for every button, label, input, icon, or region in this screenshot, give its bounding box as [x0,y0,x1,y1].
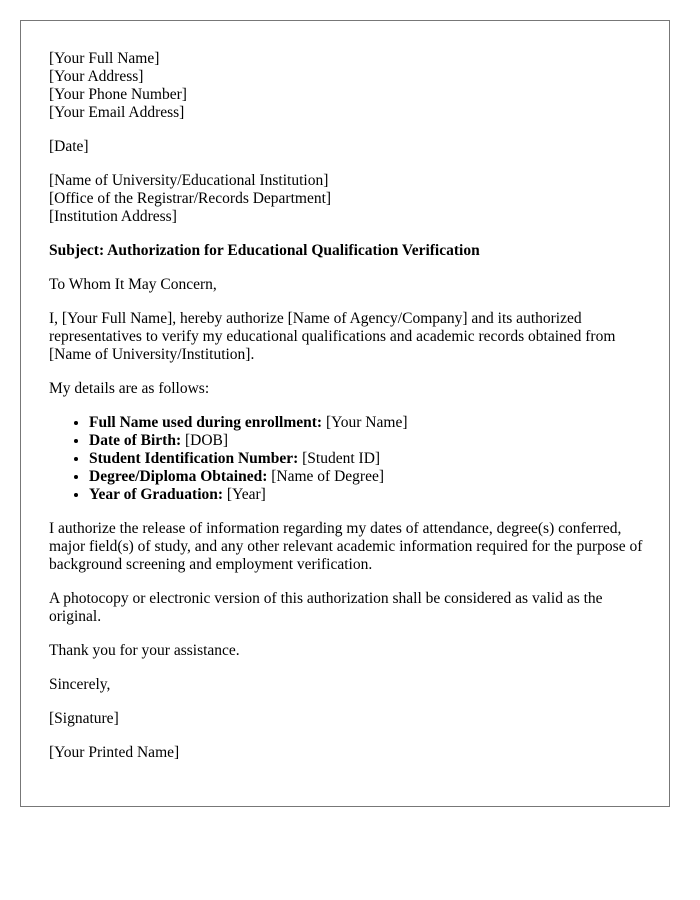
salutation: To Whom It May Concern, [49,276,217,293]
sender-phone: [Your Phone Number] [49,86,187,103]
list-item [89,468,649,486]
letter-document [20,20,670,807]
details-list [49,414,649,504]
recipient-block [49,172,649,226]
detail-label: Year of Graduation: [89,486,224,503]
detail-label: Date of Birth: [89,432,182,449]
detail-label: Full Name used during enrollment: [89,414,323,431]
letter-date: [Date] [49,138,89,155]
recipient-office: [Office of the Registrar/Records Department] [49,190,332,207]
recipient-institution: [Name of University/Educational Institution] [49,172,329,189]
release-paragraph: I authorize the release of information regarding my dates of attendance, degree(s) conferred, major field(s) of study, and any other relevant academic information required for the purpose of background screening and employment verification. [49,520,643,573]
date-block [49,138,649,156]
detail-label: Student Identification Number: [89,450,299,467]
intro-paragraph: I, [Your Full Name], hereby authorize [Name of Agency/Company] and its authorized representatives to verify my educational qualifications and academic records obtained from [Name of University/Institution]. [49,310,616,363]
sender-name: [Your Full Name] [49,50,160,67]
signature-placeholder: [Signature] [49,710,119,727]
printed-name: [Your Printed Name] [49,744,180,761]
subject-line: Subject: Authorization for Educational Qualification Verification [49,242,480,259]
thanks-line: Thank you for your assistance. [49,642,240,659]
detail-label: Degree/Diploma Obtained: [89,468,268,485]
closing-line: Sincerely, [49,676,111,693]
detail-value: [Year] [223,486,266,503]
list-item [89,486,649,504]
detail-value: [Student ID] [298,450,381,467]
sender-block [49,50,649,122]
detail-value: [DOB] [181,432,229,449]
sender-email: [Your Email Address] [49,104,185,121]
list-item [89,450,649,468]
validity-paragraph: A photocopy or electronic version of this authorization shall be considered as valid as the original. [49,590,603,625]
details-intro: My details are as follows: [49,380,210,397]
list-item [89,432,649,450]
list-item [89,414,649,432]
detail-value: [Name of Degree] [267,468,385,485]
recipient-address: [Institution Address] [49,208,177,225]
sender-address: [Your Address] [49,68,144,85]
detail-value: [Your Name] [322,414,408,431]
